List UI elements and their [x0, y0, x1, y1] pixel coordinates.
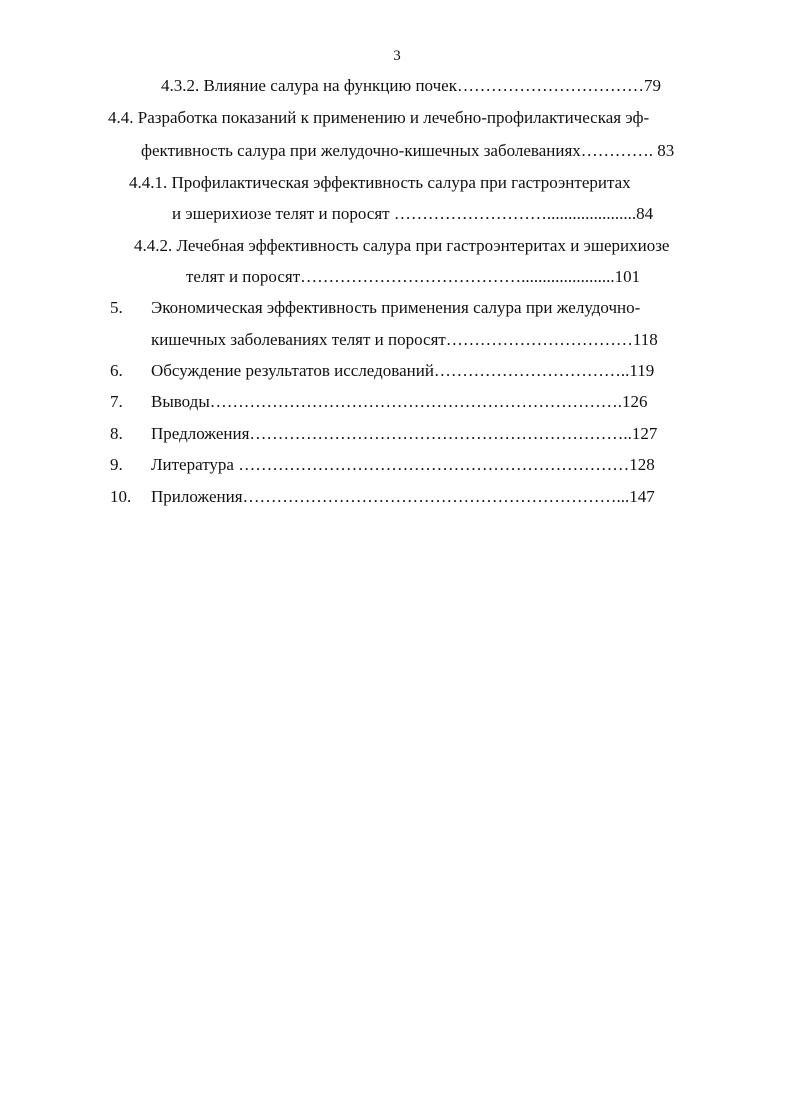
toc-line-4-4: 4.4. Разработка показаний к применению и лечебно-профилактическая эф- — [108, 108, 650, 127]
toc-num-10: 10. — [110, 487, 132, 506]
toc-num-9: 9. — [110, 455, 123, 474]
toc-line-10: Приложения…………………………………………………………...147 — [151, 487, 655, 506]
toc-line-4-4-cont: фективность салура при желудочно-кишечных заболеваниях…………. 83 — [141, 141, 675, 160]
toc-line-4-4-2: 4.4.2. Лечебная эффективность салура при гастроэнтеритах и эшерихиозе — [134, 236, 670, 255]
toc-line-9: Литература ……………………………………………………………128 — [151, 455, 655, 474]
toc-line-4-4-1: 4.4.1. Профилактическая эффективность салура при гастроэнтеритах — [129, 173, 631, 192]
page-number: 3 — [393, 48, 401, 64]
toc-num-7: 7. — [110, 392, 123, 411]
toc-num-5: 5. — [110, 298, 123, 317]
toc-line-4-4-1-cont: и эшерихиозе телят и поросят ……………………….....................84 — [172, 204, 654, 223]
toc-line-4-4-2-cont: телят и поросят…………………………………......................101 — [186, 267, 641, 286]
toc-num-6: 6. — [110, 361, 123, 380]
toc-line-8: Предложения…………………………………………………………..127 — [151, 424, 658, 443]
toc-line-4-3-2: 4.3.2. Влияние салура на функцию почек……………………………79 — [161, 76, 661, 95]
toc-line-5-cont: кишечных заболеваниях телят и поросят……………………………118 — [151, 330, 658, 349]
toc-line-5: Экономическая эффективность применения салура при желудочно- — [151, 298, 641, 317]
toc-line-6: Обсуждение результатов исследований……………………………..119 — [151, 361, 655, 380]
toc-line-7: Выводы……………………………………………………………….126 — [151, 392, 648, 411]
toc-num-8: 8. — [110, 424, 123, 443]
